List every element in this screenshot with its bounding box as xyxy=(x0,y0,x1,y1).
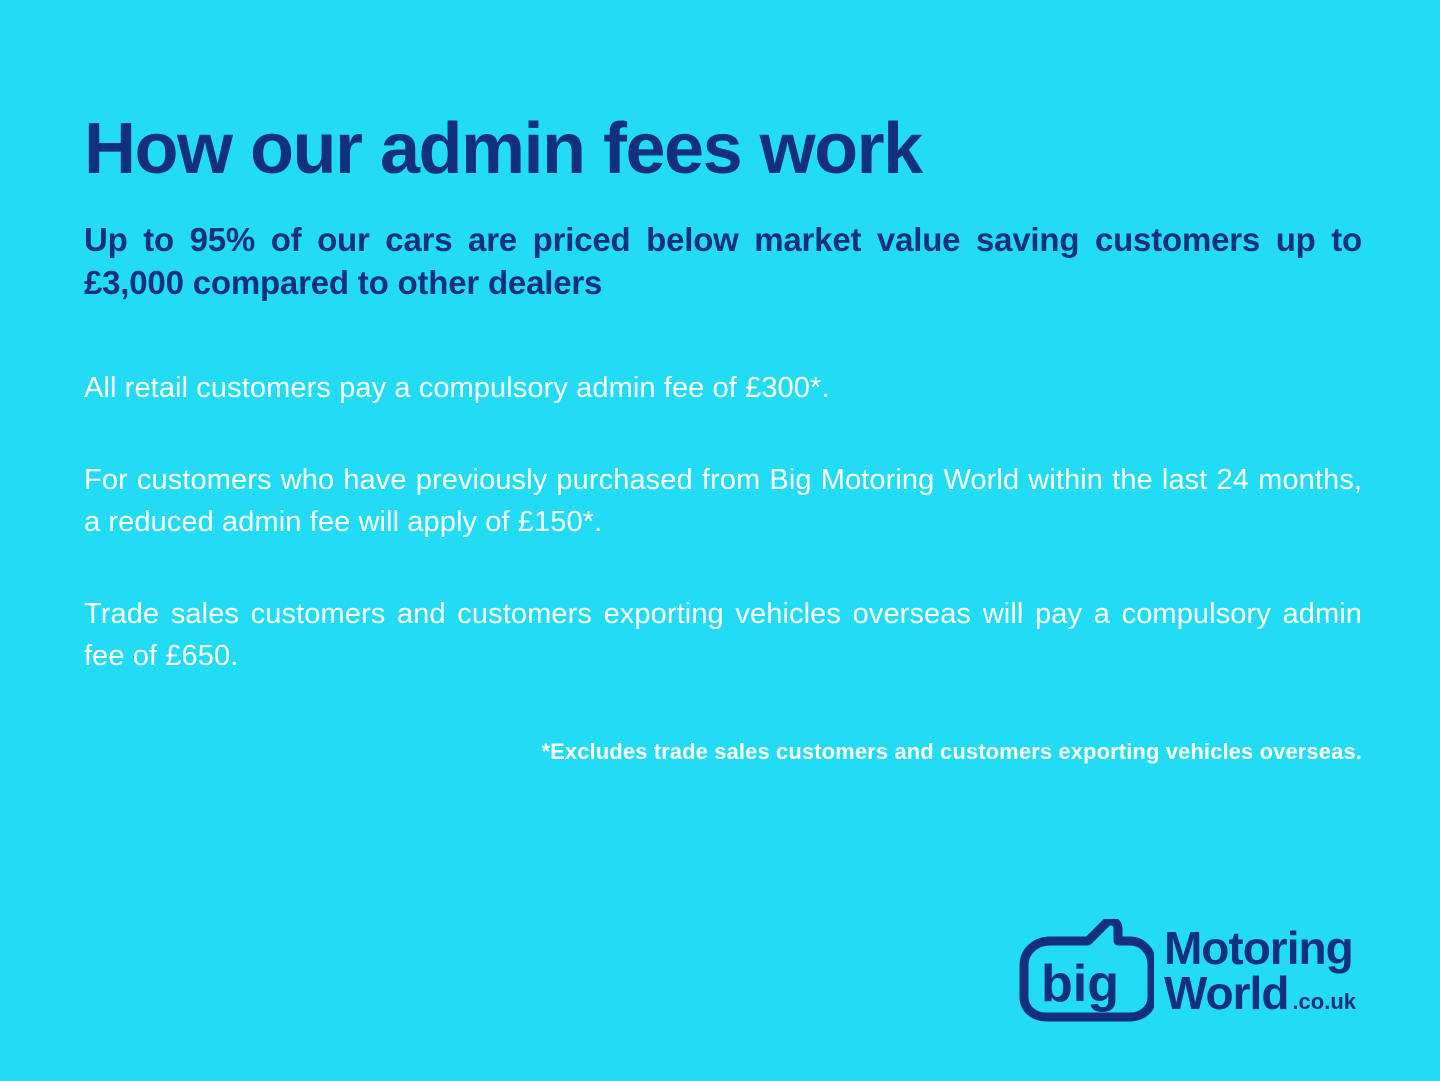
footnote-disclaimer: *Excludes trade sales customers and customers exporting vehicles overseas. xyxy=(541,738,1362,764)
big-motoring-world-logo xyxy=(1014,919,1356,1023)
logo-line-world xyxy=(1163,967,1356,1019)
logo-word-world: World xyxy=(1163,967,1289,1019)
paragraph-retail-fee: All retail customers pay a compulsory admin fee of £300*. xyxy=(84,371,830,404)
svg-text:big: big xyxy=(1040,955,1119,1013)
paragraph-trade-export-fee: Trade sales customers and customers exporting vehicles overseas will pay a compulsory admin fee of £650. xyxy=(84,597,1362,672)
page-title: How our admin fees work xyxy=(84,109,922,189)
subheading: Up to 95% of our cars are priced below market value saving customers up to £3,000 compared to other dealers xyxy=(84,220,1362,302)
logo-wordmark xyxy=(1163,921,1356,1019)
paragraph-returning-customer-fee: For customers who have previously purchased from Big Motoring World within the last 24 months, a reduced admin fee will apply of £150*. xyxy=(84,463,1362,538)
logo-line-motoring: Motoring xyxy=(1163,921,1353,974)
logo-tld: .co.uk xyxy=(1292,989,1356,1014)
big-car-icon xyxy=(1014,919,1154,1023)
